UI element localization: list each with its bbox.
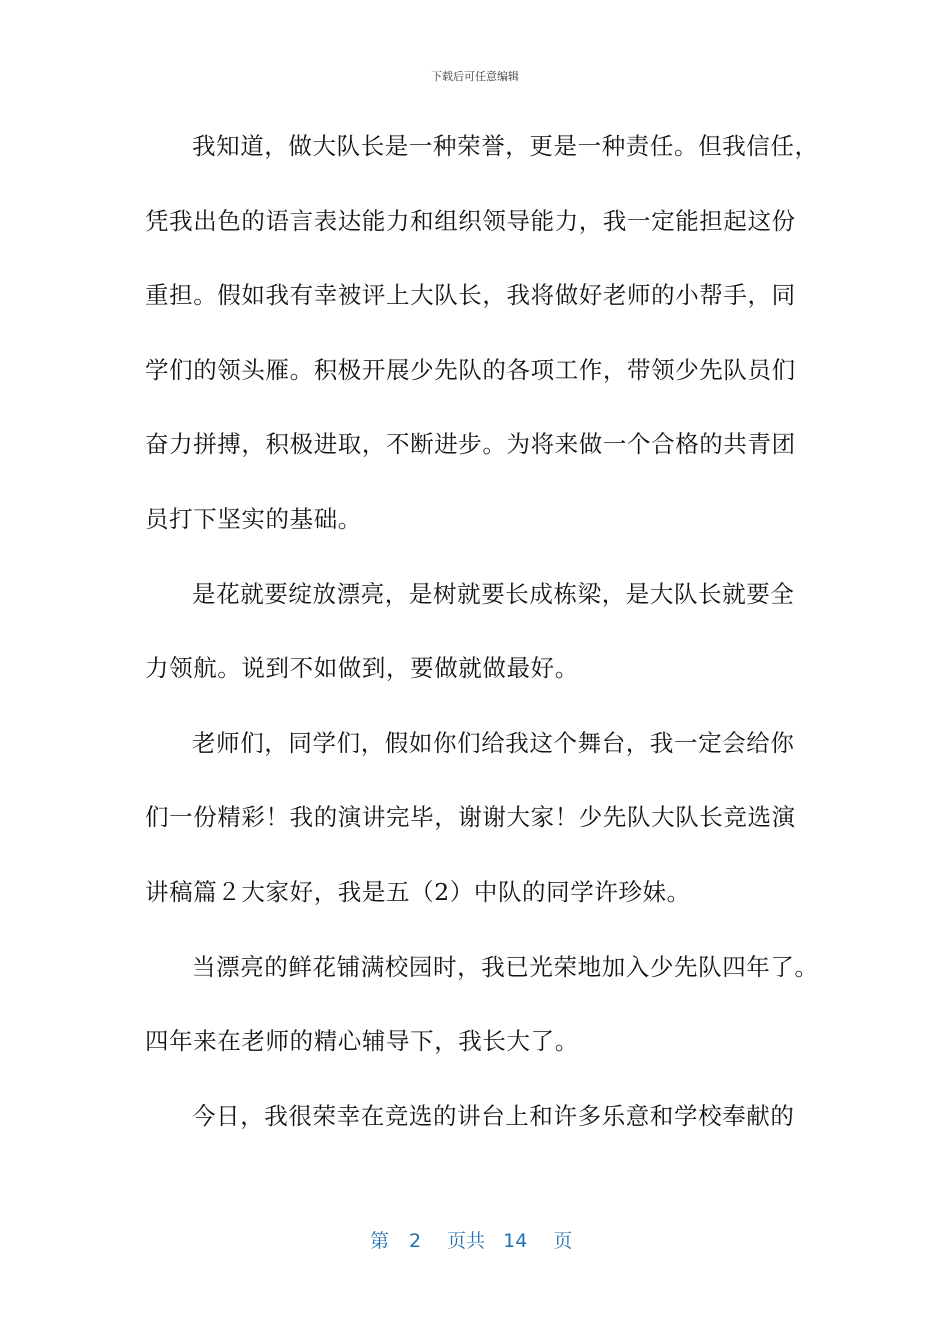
text-line: 学们的领头雁。积极开展少先队的各项工作，带领少先队员们 xyxy=(145,355,796,384)
document-body xyxy=(145,124,835,1168)
footer-suffix: 页 xyxy=(553,1230,573,1252)
page-footer xyxy=(370,1226,572,1253)
footer-total-pages: 14 xyxy=(503,1230,528,1252)
text-line: 员打下坚实的基础。 xyxy=(145,504,362,533)
text-line: 是花就要绽放漂亮，是树就要长成栋梁，是大队长就要全 xyxy=(192,579,795,608)
text-line: 当漂亮的鲜花铺满校园时，我已光荣地加入少先队四年了。 xyxy=(192,952,819,981)
text-line: 讲稿篇２大家好，我是五（2）中队的同学许珍妹。 xyxy=(145,877,691,906)
text-line: 我知道，做大队长是一种荣誉，更是一种责任。但我信任， xyxy=(192,132,819,160)
text-line: 凭我出色的语言表达能力和组织领导能力，我一定能担起这份 xyxy=(145,206,796,235)
footer-mid: 页共 xyxy=(447,1230,486,1252)
text-line: 奋力拼搏，积极进取，不断进步。为将来做一个合格的共青团 xyxy=(145,430,796,459)
text-line: 力领航。说到不如做到，要做就做最好。 xyxy=(145,654,579,683)
text-line: 重担。假如我有幸被评上大队长，我将做好老师的小帮手，同 xyxy=(145,281,796,310)
footer-prefix: 第 xyxy=(370,1230,390,1252)
header-note: 下载后可任意编辑 xyxy=(431,70,519,83)
text-line: 四年来在老师的精心辅导下，我长大了。 xyxy=(145,1027,579,1056)
text-line: 今日，我很荣幸在竞选的讲台上和许多乐意和学校奉献的 xyxy=(192,1101,795,1130)
text-line: 老师们，同学们，假如你们给我这个舞台，我一定会给你 xyxy=(192,728,795,757)
text-line: 们一份精彩！我的演讲完毕，谢谢大家！少先队大队长竞选演 xyxy=(145,803,796,832)
footer-page-number: 2 xyxy=(409,1230,422,1252)
